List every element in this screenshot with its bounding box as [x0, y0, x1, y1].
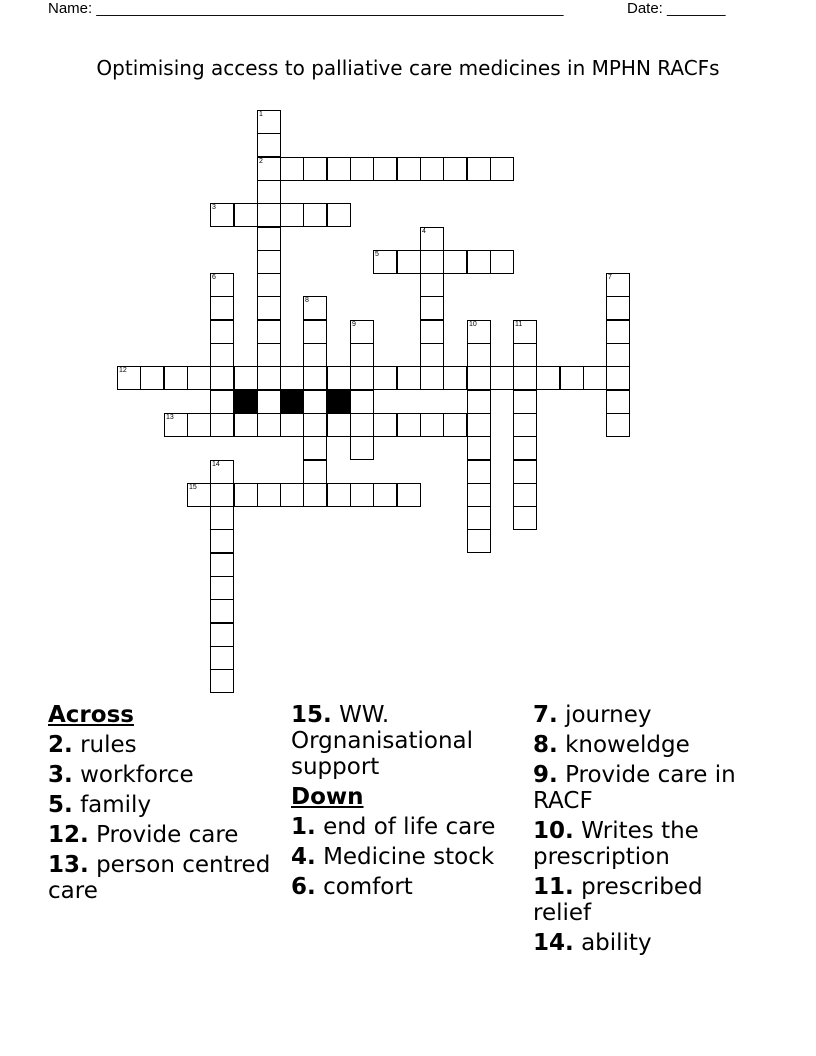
grid-cell[interactable] — [467, 366, 491, 390]
grid-cell[interactable] — [467, 413, 491, 437]
grid-cell-3[interactable] — [210, 203, 234, 227]
grid-cell[interactable] — [560, 366, 584, 390]
grid-cell[interactable] — [210, 623, 234, 647]
grid-cell[interactable] — [257, 390, 281, 414]
grid-cell-7[interactable] — [606, 273, 630, 297]
grid-cell-13[interactable] — [164, 413, 188, 437]
grid-cell[interactable] — [257, 366, 281, 390]
clue-number: 6 — [212, 274, 216, 281]
grid-cell[interactable] — [397, 483, 421, 507]
grid-cell[interactable] — [257, 413, 281, 437]
grid-cell[interactable] — [257, 343, 281, 367]
name-line[interactable]: ________________________________________________________ — [96, 0, 564, 17]
grid-cell[interactable] — [443, 250, 467, 274]
grid-cell[interactable] — [303, 320, 327, 344]
name-label: Name: — [48, 0, 93, 17]
clue-number: 12 — [119, 367, 127, 374]
grid-cell[interactable] — [513, 506, 537, 530]
grid-cell[interactable] — [397, 250, 421, 274]
across-heading: Across — [48, 702, 134, 728]
grid-cell[interactable] — [257, 133, 281, 157]
grid-cell[interactable] — [327, 413, 351, 437]
grid-cell[interactable] — [606, 343, 630, 367]
grid-cell[interactable] — [373, 366, 397, 390]
grid-cell-11[interactable] — [513, 320, 537, 344]
grid-cell[interactable] — [210, 483, 234, 507]
grid-cell[interactable] — [513, 413, 537, 437]
grid-cell-10[interactable] — [467, 320, 491, 344]
grid-cell[interactable] — [350, 390, 374, 414]
black-square — [234, 390, 258, 414]
grid-cell[interactable] — [210, 529, 234, 553]
clue-across-12: 12. Provide care — [48, 822, 239, 848]
grid-cell[interactable] — [350, 157, 374, 181]
grid-cell[interactable] — [210, 599, 234, 623]
grid-cell[interactable] — [397, 366, 421, 390]
grid-cell[interactable] — [257, 296, 281, 320]
grid-cell[interactable] — [280, 366, 304, 390]
clue-down-14: 14. ability — [533, 930, 652, 956]
grid-cell[interactable] — [513, 343, 537, 367]
grid-cell[interactable] — [210, 506, 234, 530]
grid-cell[interactable] — [140, 366, 164, 390]
grid-cell[interactable] — [210, 366, 234, 390]
grid-cell[interactable] — [606, 390, 630, 414]
clue-down-8: 8. knoweldge — [533, 732, 690, 758]
grid-cell[interactable] — [443, 157, 467, 181]
clue-column-1 — [48, 702, 278, 908]
grid-cell[interactable] — [467, 157, 491, 181]
grid-cell[interactable] — [303, 436, 327, 460]
clue-down-4: 4. Medicine stock — [291, 844, 495, 870]
grid-cell[interactable] — [257, 483, 281, 507]
grid-cell[interactable] — [420, 366, 444, 390]
clue-column-3 — [533, 702, 763, 960]
grid-cell[interactable] — [164, 366, 188, 390]
grid-cell[interactable] — [234, 483, 258, 507]
grid-cell[interactable] — [490, 366, 514, 390]
grid-cell[interactable] — [536, 366, 560, 390]
grid-cell[interactable] — [210, 390, 234, 414]
clue-number: 7 — [608, 274, 612, 281]
clue-across-3: 3. workforce — [48, 762, 194, 788]
clue-number: 15 — [189, 484, 197, 491]
clue-number: 5 — [375, 251, 379, 258]
grid-cell[interactable] — [257, 203, 281, 227]
grid-cell[interactable] — [210, 413, 234, 437]
grid-cell[interactable] — [420, 250, 444, 274]
grid-cell[interactable] — [257, 227, 281, 251]
grid-cell[interactable] — [513, 366, 537, 390]
grid-cell[interactable] — [373, 413, 397, 437]
clue-down-1: 1. end of life care — [291, 814, 496, 840]
grid-cell[interactable] — [234, 413, 258, 437]
grid-cell[interactable] — [257, 320, 281, 344]
grid-cell[interactable] — [420, 273, 444, 297]
grid-cell[interactable] — [420, 296, 444, 320]
grid-cell[interactable] — [467, 250, 491, 274]
grid-cell-14[interactable] — [210, 460, 234, 484]
date-label: Date: — [627, 0, 663, 17]
grid-cell[interactable] — [350, 343, 374, 367]
down-heading: Down — [291, 784, 364, 810]
clue-across-5: 5. family — [48, 792, 152, 818]
grid-cell[interactable] — [210, 553, 234, 577]
grid-cell[interactable] — [373, 483, 397, 507]
grid-cell[interactable] — [210, 646, 234, 670]
grid-cell[interactable] — [490, 250, 514, 274]
grid-cell[interactable] — [303, 390, 327, 414]
clue-down-11: 11. prescribed relief — [533, 874, 703, 926]
grid-cell[interactable] — [210, 576, 234, 600]
grid-cell-4[interactable] — [420, 227, 444, 251]
grid-cell[interactable] — [420, 413, 444, 437]
grid-cell-6[interactable] — [210, 273, 234, 297]
grid-cell[interactable] — [303, 366, 327, 390]
grid-cell[interactable] — [327, 483, 351, 507]
grid-cell[interactable] — [257, 250, 281, 274]
grid-cell[interactable] — [280, 203, 304, 227]
black-square — [327, 390, 351, 414]
grid-cell[interactable] — [513, 436, 537, 460]
grid-cell[interactable] — [606, 366, 630, 390]
grid-cell[interactable] — [280, 157, 304, 181]
grid-cell[interactable] — [373, 157, 397, 181]
grid-cell[interactable] — [350, 366, 374, 390]
grid-cell[interactable] — [350, 413, 374, 437]
grid-cell[interactable] — [350, 436, 374, 460]
clue-number: 14 — [212, 461, 220, 468]
grid-cell[interactable] — [303, 343, 327, 367]
grid-cell[interactable] — [327, 366, 351, 390]
grid-cell[interactable] — [467, 506, 491, 530]
puzzle-title: Optimising access to palliative care medicines in MPHN RACFs — [96, 56, 720, 80]
grid-cell[interactable] — [210, 320, 234, 344]
grid-cell[interactable] — [513, 390, 537, 414]
grid-cell[interactable] — [467, 343, 491, 367]
grid-cell[interactable] — [467, 483, 491, 507]
grid-cell-2[interactable] — [257, 157, 281, 181]
grid-cell[interactable] — [397, 157, 421, 181]
grid-cell[interactable] — [187, 413, 211, 437]
grid-cell[interactable] — [467, 390, 491, 414]
grid-cell[interactable] — [467, 529, 491, 553]
grid-cell[interactable] — [606, 413, 630, 437]
grid-cell[interactable] — [303, 460, 327, 484]
clue-across-15: 15. WW. Orgnanisational support — [291, 702, 474, 780]
grid-cell[interactable] — [420, 157, 444, 181]
grid-cell[interactable] — [210, 296, 234, 320]
clue-down-6: 6. comfort — [291, 874, 413, 900]
grid-cell[interactable] — [513, 460, 537, 484]
grid-cell[interactable] — [327, 157, 351, 181]
clue-across-13: 13. person centred care — [48, 852, 271, 904]
black-square — [280, 390, 304, 414]
grid-cell-15[interactable] — [187, 483, 211, 507]
clue-column-2 — [291, 702, 516, 904]
grid-cell[interactable] — [234, 203, 258, 227]
grid-cell[interactable] — [210, 343, 234, 367]
clue-number: 3 — [212, 204, 216, 211]
clue-number: 10 — [469, 321, 477, 328]
clue-number: 11 — [515, 321, 523, 328]
grid-cell[interactable] — [420, 343, 444, 367]
clue-number: 8 — [305, 297, 309, 304]
grid-cell-5[interactable] — [373, 250, 397, 274]
grid-cell[interactable] — [303, 413, 327, 437]
clue-down-7: 7. journey — [533, 702, 652, 728]
grid-cell[interactable] — [583, 366, 607, 390]
grid-cell[interactable] — [234, 366, 258, 390]
grid-cell[interactable] — [280, 413, 304, 437]
grid-cell[interactable] — [303, 157, 327, 181]
grid-cell[interactable] — [467, 436, 491, 460]
clue-number: 9 — [352, 321, 356, 328]
grid-cell[interactable] — [467, 460, 491, 484]
clue-down-9: 9. Provide care in RACF — [533, 762, 736, 814]
grid-cell[interactable] — [606, 320, 630, 344]
grid-cell-12[interactable] — [117, 366, 141, 390]
grid-cell[interactable] — [280, 483, 304, 507]
grid-cell[interactable] — [443, 366, 467, 390]
grid-cell[interactable] — [513, 483, 537, 507]
clue-number: 2 — [259, 158, 263, 165]
grid-cell-1[interactable] — [257, 110, 281, 134]
grid-cell[interactable] — [303, 483, 327, 507]
grid-cell[interactable] — [257, 180, 281, 204]
grid-cell[interactable] — [420, 320, 444, 344]
grid-cell[interactable] — [303, 203, 327, 227]
grid-cell[interactable] — [397, 413, 421, 437]
clue-number: 13 — [166, 414, 174, 421]
grid-cell[interactable] — [443, 413, 467, 437]
grid-cell[interactable] — [327, 203, 351, 227]
grid-cell[interactable] — [210, 669, 234, 693]
grid-cell[interactable] — [350, 483, 374, 507]
grid-cell[interactable] — [490, 157, 514, 181]
grid-cell[interactable] — [257, 273, 281, 297]
clue-down-10: 10. Writes the prescription — [533, 818, 699, 870]
grid-cell-8[interactable] — [303, 296, 327, 320]
date-line[interactable]: _______ — [667, 0, 726, 17]
grid-cell[interactable] — [606, 296, 630, 320]
clue-number: 1 — [259, 111, 263, 118]
clue-number: 4 — [422, 228, 426, 235]
grid-cell[interactable] — [187, 366, 211, 390]
grid-cell-9[interactable] — [350, 320, 374, 344]
clue-across-2: 2. rules — [48, 732, 137, 758]
